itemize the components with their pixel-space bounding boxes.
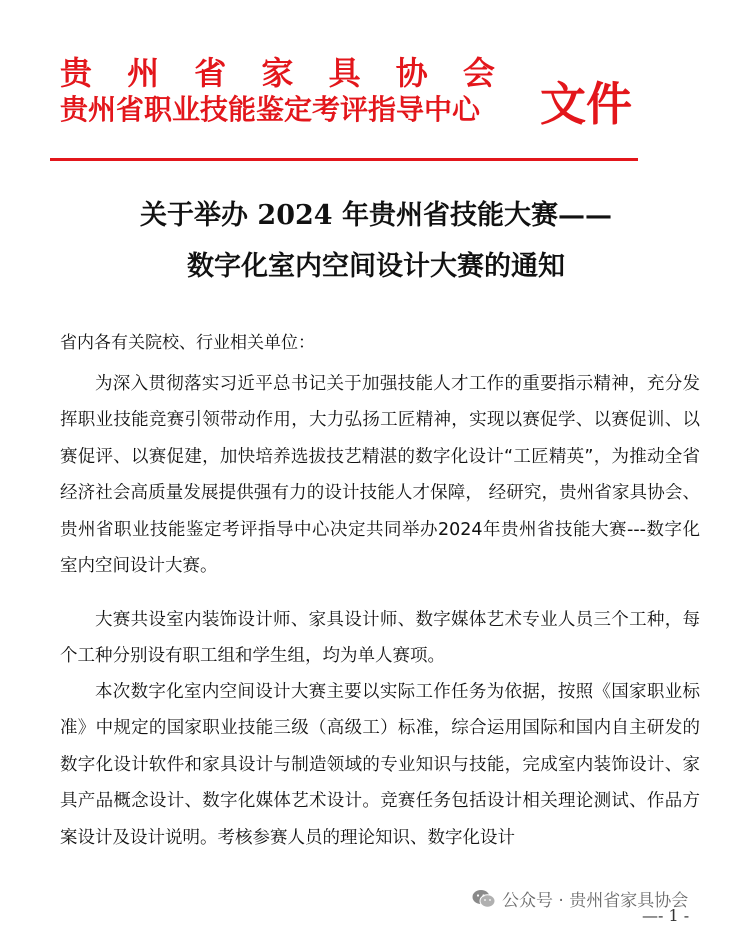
document-title-line-1: 关于举办 2024 年贵州省技能大赛—— [140, 200, 612, 231]
wechat-icon [472, 889, 496, 909]
header-divider [50, 158, 638, 161]
org-name-furniture-association: 贵 州 省 家 具 协 会 [60, 54, 507, 92]
body-paragraph-1: 为深入贯彻落实习近平总书记关于加强技能人才工作的重要指示精神，充分发挥职业技能竞赛引领带动作用，大力弘扬工匠精神，实现以赛促学、以赛促训、以赛促评、以赛促建，加快培养选拔技艺精湛的数字化设计“工匠精英”，为推动全省经济社会高质量发展提供强有力的设计技能人才保障， 经研究，贵州省家具协会、贵州省职业技能鉴定考评指导中心决定共同举办2024年贵州省技能大赛---数字化室内空间设计大赛。 [60, 374, 700, 577]
page-number: —- 1 - [642, 906, 690, 925]
watermark-text: 公众号 · 贵州省家具协会 [502, 891, 689, 911]
document-type-label: 文件 [540, 77, 632, 131]
salutation: 省内各有关院校、行业相关单位： [60, 333, 315, 353]
body-paragraph-2: 大赛共设室内装饰设计师、家具设计师、数字媒体艺术专业人员三个工种，每个工种分别设有职工组和学生组，均为单人赛项。 [60, 610, 700, 667]
document-title-line-2: 数字化室内空间设计大赛的通知 [187, 251, 565, 282]
org-name-skill-appraisal-center: 贵州省职业技能鉴定考评指导中心 [60, 93, 481, 126]
body-paragraph-3: 本次数字化室内空间设计大赛主要以实际工作任务为依据，按照《国家职业标准》中规定的国家职业技能三级（高级工）标准，综合运用国际和国内自主研发的数字化设计软件和家具设计与制造领域的专业知识与技能，完成室内装饰设计、家具产品概念设计、数字化媒体艺术设计。竞赛任务包括设计相关理论测试、作品方案设计及设计说明。考核参赛人员的理论知识、数字化设计 [60, 682, 700, 848]
